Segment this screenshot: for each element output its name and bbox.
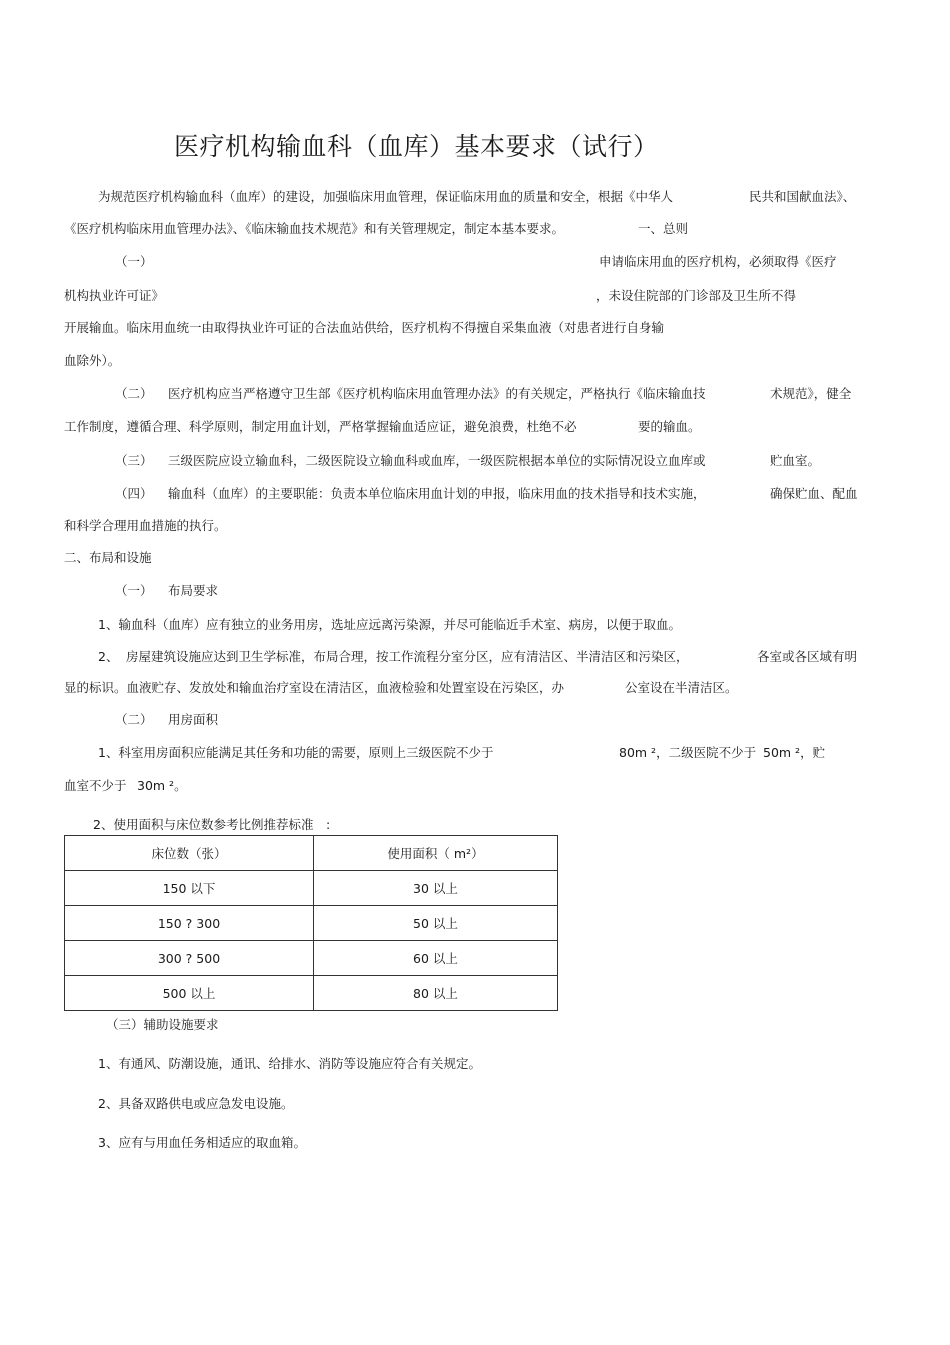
table-cell: 150 以下 (65, 871, 314, 906)
item-3-text-a: 三级医院应设立输血科，二级医院设立输血科或血库，一级医院根据本单位的实际情况设立血库或 (168, 453, 706, 468)
item-4-text-a: 输血科（血库）的主要职能：负责本单位临床用血计划的申报，临床用血的技术指导和技术实施， (168, 486, 706, 501)
table-cell: 30 以上 (314, 871, 558, 906)
table-row (65, 906, 558, 941)
table-header-cell: 床位数（张） (65, 836, 314, 871)
table-cell: 80 以上 (314, 976, 558, 1011)
table-cell: 500 以上 (65, 976, 314, 1011)
area-item-2: 2、使用面积与床位数参考比例推荐标准 : (93, 817, 331, 832)
subsection-heading-auxiliary: （三）辅助设施要求 (106, 1017, 219, 1032)
auxiliary-item-1: 1、有通风、防潮设施，通讯、给排水、消防等设施应符合有关规定。 (98, 1056, 481, 1071)
item-number-2: （二） (115, 386, 153, 401)
item-1-text-a: 申请临床用血的医疗机构，必须取得《医疗 (599, 254, 837, 269)
table-row (65, 976, 558, 1011)
table-cell: 300 ? 500 (65, 941, 314, 976)
area-item-1-text-d: 血室不少于 (64, 778, 127, 793)
area-item-1-text-e: 30m ²。 (137, 778, 187, 793)
area-item-1-text-a: 1、科室用房面积应能满足其任务和功能的需要，原则上三级医院不少于 (98, 745, 494, 760)
auxiliary-item-3: 3、应有与用血任务相适应的取血箱。 (98, 1135, 306, 1150)
table-row (65, 871, 558, 906)
item-4-text-c: 和科学合理用血措施的执行。 (64, 518, 227, 533)
item-number-4: （四） (115, 486, 153, 501)
layout-item-2-text-d: 公室设在半清洁区。 (625, 680, 738, 695)
auxiliary-item-2: 2、具备双路供电或应急发电设施。 (98, 1096, 294, 1111)
layout-item-2-text-b: 各室或各区域有明 (757, 649, 858, 664)
section-heading-layout: 二、布局和设施 (64, 550, 152, 565)
table-header-row (65, 836, 558, 871)
layout-item-1: 1、输血科（血库）应有独立的业务用房，选址应远离污染源，并尽可能临近手术室、病房，以便于取血。 (98, 617, 681, 632)
item-4-text-b: 确保贮血、配血 (770, 486, 858, 501)
item-number-1: （一） (115, 254, 153, 269)
item-1-text-c: ，未设住院部的门诊部及卫生所不得 (596, 288, 797, 303)
subsection-heading-area: 用房面积 (168, 712, 219, 727)
layout-item-2-number: 2、 (98, 649, 119, 664)
table-cell: 50 以上 (314, 906, 558, 941)
item-1-text-e: 血除外）。 (64, 353, 121, 368)
item-1-text-d: 开展输血。临床用血统一由取得执业许可证的合法血站供给，医疗机构不得擅自采集血液（对患者进行自身输 (64, 320, 665, 335)
item-number-3: （三） (115, 453, 153, 468)
layout-item-2-text-a: 房屋建筑设施应达到卫生学标准，布局合理，按工作流程分室分区，应有清洁区、半清洁区和污染区， (126, 649, 689, 664)
bed-area-table (64, 835, 558, 1011)
paragraph-intro-part1: 为规范医疗机构输血科（血库）的建设，加强临床用血管理，保证临床用血的质量和安全，根据《中华人 (98, 189, 674, 204)
subsection-heading-layout-req: 布局要求 (168, 583, 219, 598)
section-heading-general: 一、总则 (638, 221, 689, 236)
subsection-number-1: （一） (115, 583, 153, 598)
paragraph-intro-part2: 民共和国献血法》、 (749, 189, 856, 204)
item-3-text-b: 贮血室。 (770, 453, 821, 468)
item-2-text-d: 要的输血。 (638, 419, 701, 434)
layout-item-2-text-c: 显的标识。血液贮存、发放处和输血治疗室设在清洁区，血液检验和处置室设在污染区，办 (64, 680, 565, 695)
item-2-text-a: 医疗机构应当严格遵守卫生部《医疗机构临床用血管理办法》的有关规定，严格执行《临床输血技 (168, 386, 706, 401)
table-row (65, 941, 558, 976)
table-header-cell: 使用面积（ m²） (314, 836, 558, 871)
item-1-text-b: 机构执业许可证》 (64, 288, 165, 303)
subsection-number-2: （二） (115, 712, 153, 727)
table-cell: 150 ? 300 (65, 906, 314, 941)
item-2-text-b: 术规范》，健全 (770, 386, 852, 401)
paragraph-intro-part3: 《医疗机构临床用血管理办法》、《临床输血技术规范》和有关管理规定，制定本基本要求。 (64, 221, 565, 236)
document-title: 医疗机构输血科（血库）基本要求（试行） (174, 132, 659, 161)
item-2-text-c: 工作制度，遵循合理、科学原则，制定用血计划，严格掌握输血适应证，避免浪费，杜绝不必 (64, 419, 577, 434)
area-item-1-text-b: 80m ²，二级医院不少于 (619, 745, 757, 760)
table-cell: 60 以上 (314, 941, 558, 976)
area-item-1-text-c: 50m ²，贮 (763, 745, 826, 760)
